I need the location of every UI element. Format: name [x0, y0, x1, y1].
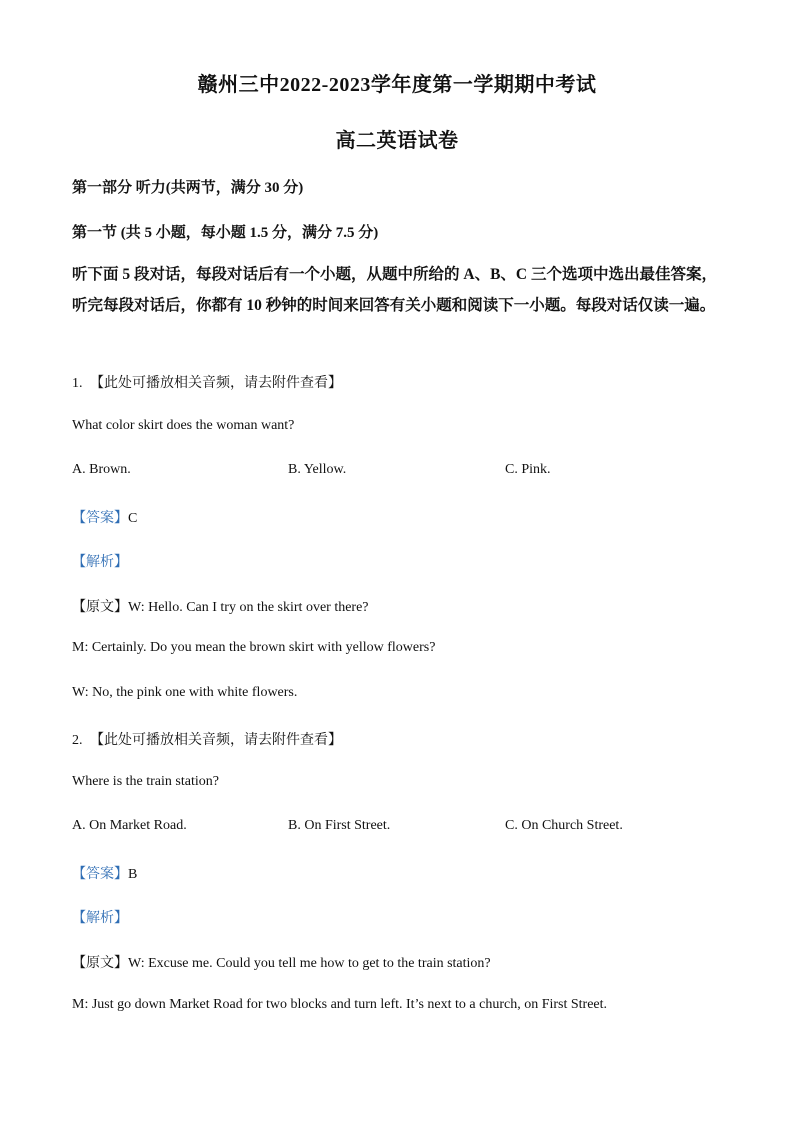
audio-placeholder-note: 【此处可播放相关音频，请去附件查看】 [90, 733, 342, 748]
part-heading: 第一部分 听力(共两节，满分 30 分) [72, 180, 304, 196]
question-1-transcript-line-1 [72, 596, 369, 616]
answer-label: 【答案】 [72, 511, 128, 526]
question-1-option-b: B. Yellow. [288, 462, 347, 477]
question-2-analysis-label: 【解析】 [72, 911, 128, 926]
question-number: 2. [72, 733, 83, 748]
question-2-header [72, 729, 342, 749]
transcript-text: W: Hello. Can I try on the skirt over there? [128, 600, 369, 615]
question-1-transcript-line-2: M: Certainly. Do you mean the brown skirt with yellow flowers? [72, 640, 436, 655]
question-2-option-a: A. On Market Road. [72, 818, 187, 833]
transcript-text: W: Excuse me. Could you tell me how to get to the train station? [128, 956, 491, 971]
answer-label: 【答案】 [72, 867, 128, 882]
question-1-option-a: A. Brown. [72, 462, 131, 477]
question-2-transcript-line-1 [72, 952, 491, 972]
question-1-header [72, 372, 342, 392]
question-2-transcript-line-2: M: Just go down Market Road for two blocks and turn left. It’s next to a church, on First Street. [72, 997, 608, 1012]
question-1-transcript-line-3: W: No, the pink one with white flowers. [72, 685, 298, 700]
question-1-text: What color skirt does the woman want? [72, 418, 295, 433]
exam-subtitle: 高二英语试卷 [335, 130, 459, 152]
answer-value: C [128, 511, 138, 526]
question-2-text: Where is the train station? [72, 774, 219, 789]
transcript-label: 【原文】 [72, 956, 128, 971]
question-number: 1. [72, 376, 83, 391]
answer-value: B [128, 867, 138, 882]
question-2-option-b: B. On First Street. [288, 818, 391, 833]
transcript-label: 【原文】 [72, 600, 128, 615]
question-1-analysis-label: 【解析】 [72, 555, 128, 570]
audio-placeholder-note: 【此处可播放相关音频，请去附件查看】 [90, 376, 342, 391]
question-1-option-c: C. Pink. [505, 462, 551, 477]
question-2-option-c: C. On Church Street. [505, 818, 623, 833]
listening-instructions: 听下面 5 段对话，每段对话后有一个小题，从题中所给的 A、B、C 三个选项中选出最佳答案，听完每段对话后，你都有 10 秒钟的时间来回答有关小题和阅读下一小题。每段对话仅读一遍。 [72, 266, 717, 314]
question-2-answer [72, 863, 137, 883]
question-1-answer [72, 507, 137, 527]
exam-title: 赣州三中2022-2023学年度第一学期期中考试 [197, 74, 597, 96]
subsection-heading: 第一节 (共 5 小题，每小题 1.5 分，满分 7.5 分) [72, 225, 379, 241]
